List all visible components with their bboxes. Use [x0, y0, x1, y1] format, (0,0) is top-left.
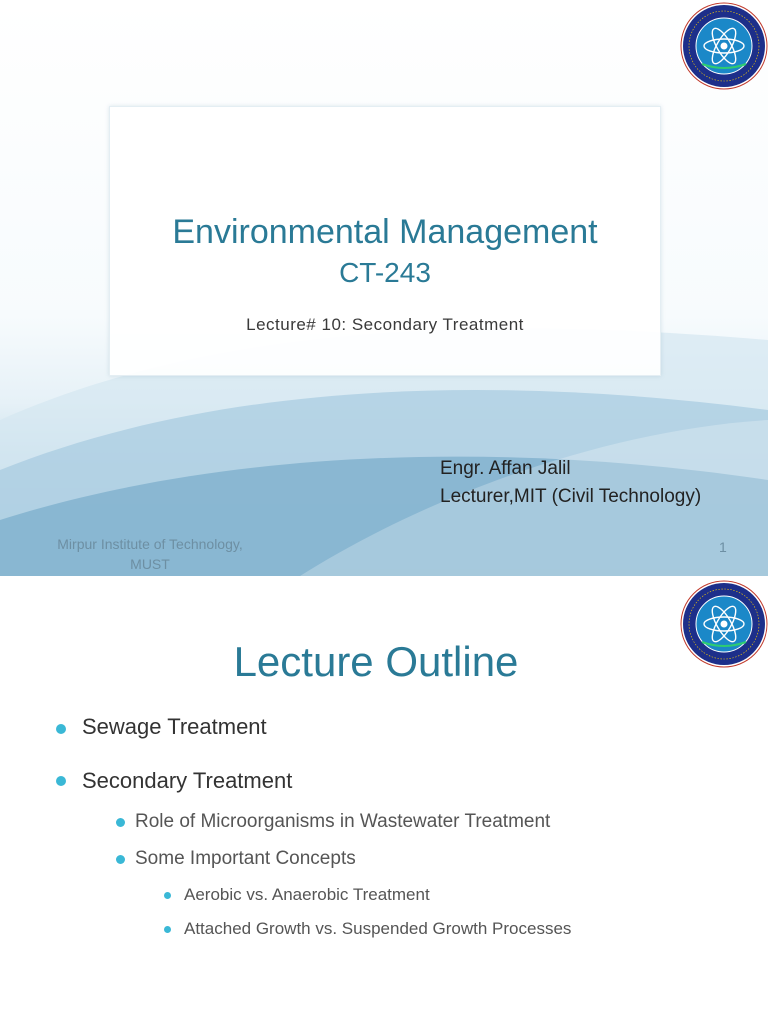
atom-icon	[680, 2, 768, 90]
bullet-level2: Some Important Concepts	[135, 848, 356, 869]
bullet-level1: Secondary Treatment	[82, 768, 293, 793]
institution-line-2: MUST	[130, 556, 170, 572]
bullet-dot-icon	[164, 892, 171, 899]
institution-line-1: Mirpur Institute of Technology,	[57, 536, 243, 552]
slide-title: Environmental Management	[172, 213, 598, 251]
lecture-subtitle: Lecture# 10: Secondary Treatment	[246, 315, 524, 334]
bullet-level3: Attached Growth vs. Suspended Growth Processes	[184, 919, 572, 938]
bullet-dot-icon	[116, 818, 125, 827]
outline-slide	[0, 576, 768, 1024]
title-box	[109, 106, 661, 376]
bullet-level1: Sewage Treatment	[82, 714, 267, 739]
bullet-level3: Aerobic vs. Anaerobic Treatment	[184, 885, 430, 904]
course-code: CT-243	[339, 257, 431, 288]
bullet-level2: Role of Microorganisms in Wastewater Treatment	[135, 811, 551, 832]
presenter-role: Lecturer,MIT (Civil Technology)	[440, 486, 702, 507]
page-number: 1	[719, 539, 727, 555]
institution-footer	[30, 534, 270, 574]
outline-title: Lecture Outline	[233, 638, 519, 685]
presenter-info	[440, 455, 701, 511]
university-logo	[680, 2, 768, 90]
bullet-dot-icon	[56, 776, 66, 786]
bullet-dot-icon	[164, 926, 171, 933]
bullet-dot-icon	[116, 855, 125, 864]
presenter-name: Engr. Affan Jalil	[440, 458, 571, 479]
bullet-dot-icon	[56, 724, 66, 734]
